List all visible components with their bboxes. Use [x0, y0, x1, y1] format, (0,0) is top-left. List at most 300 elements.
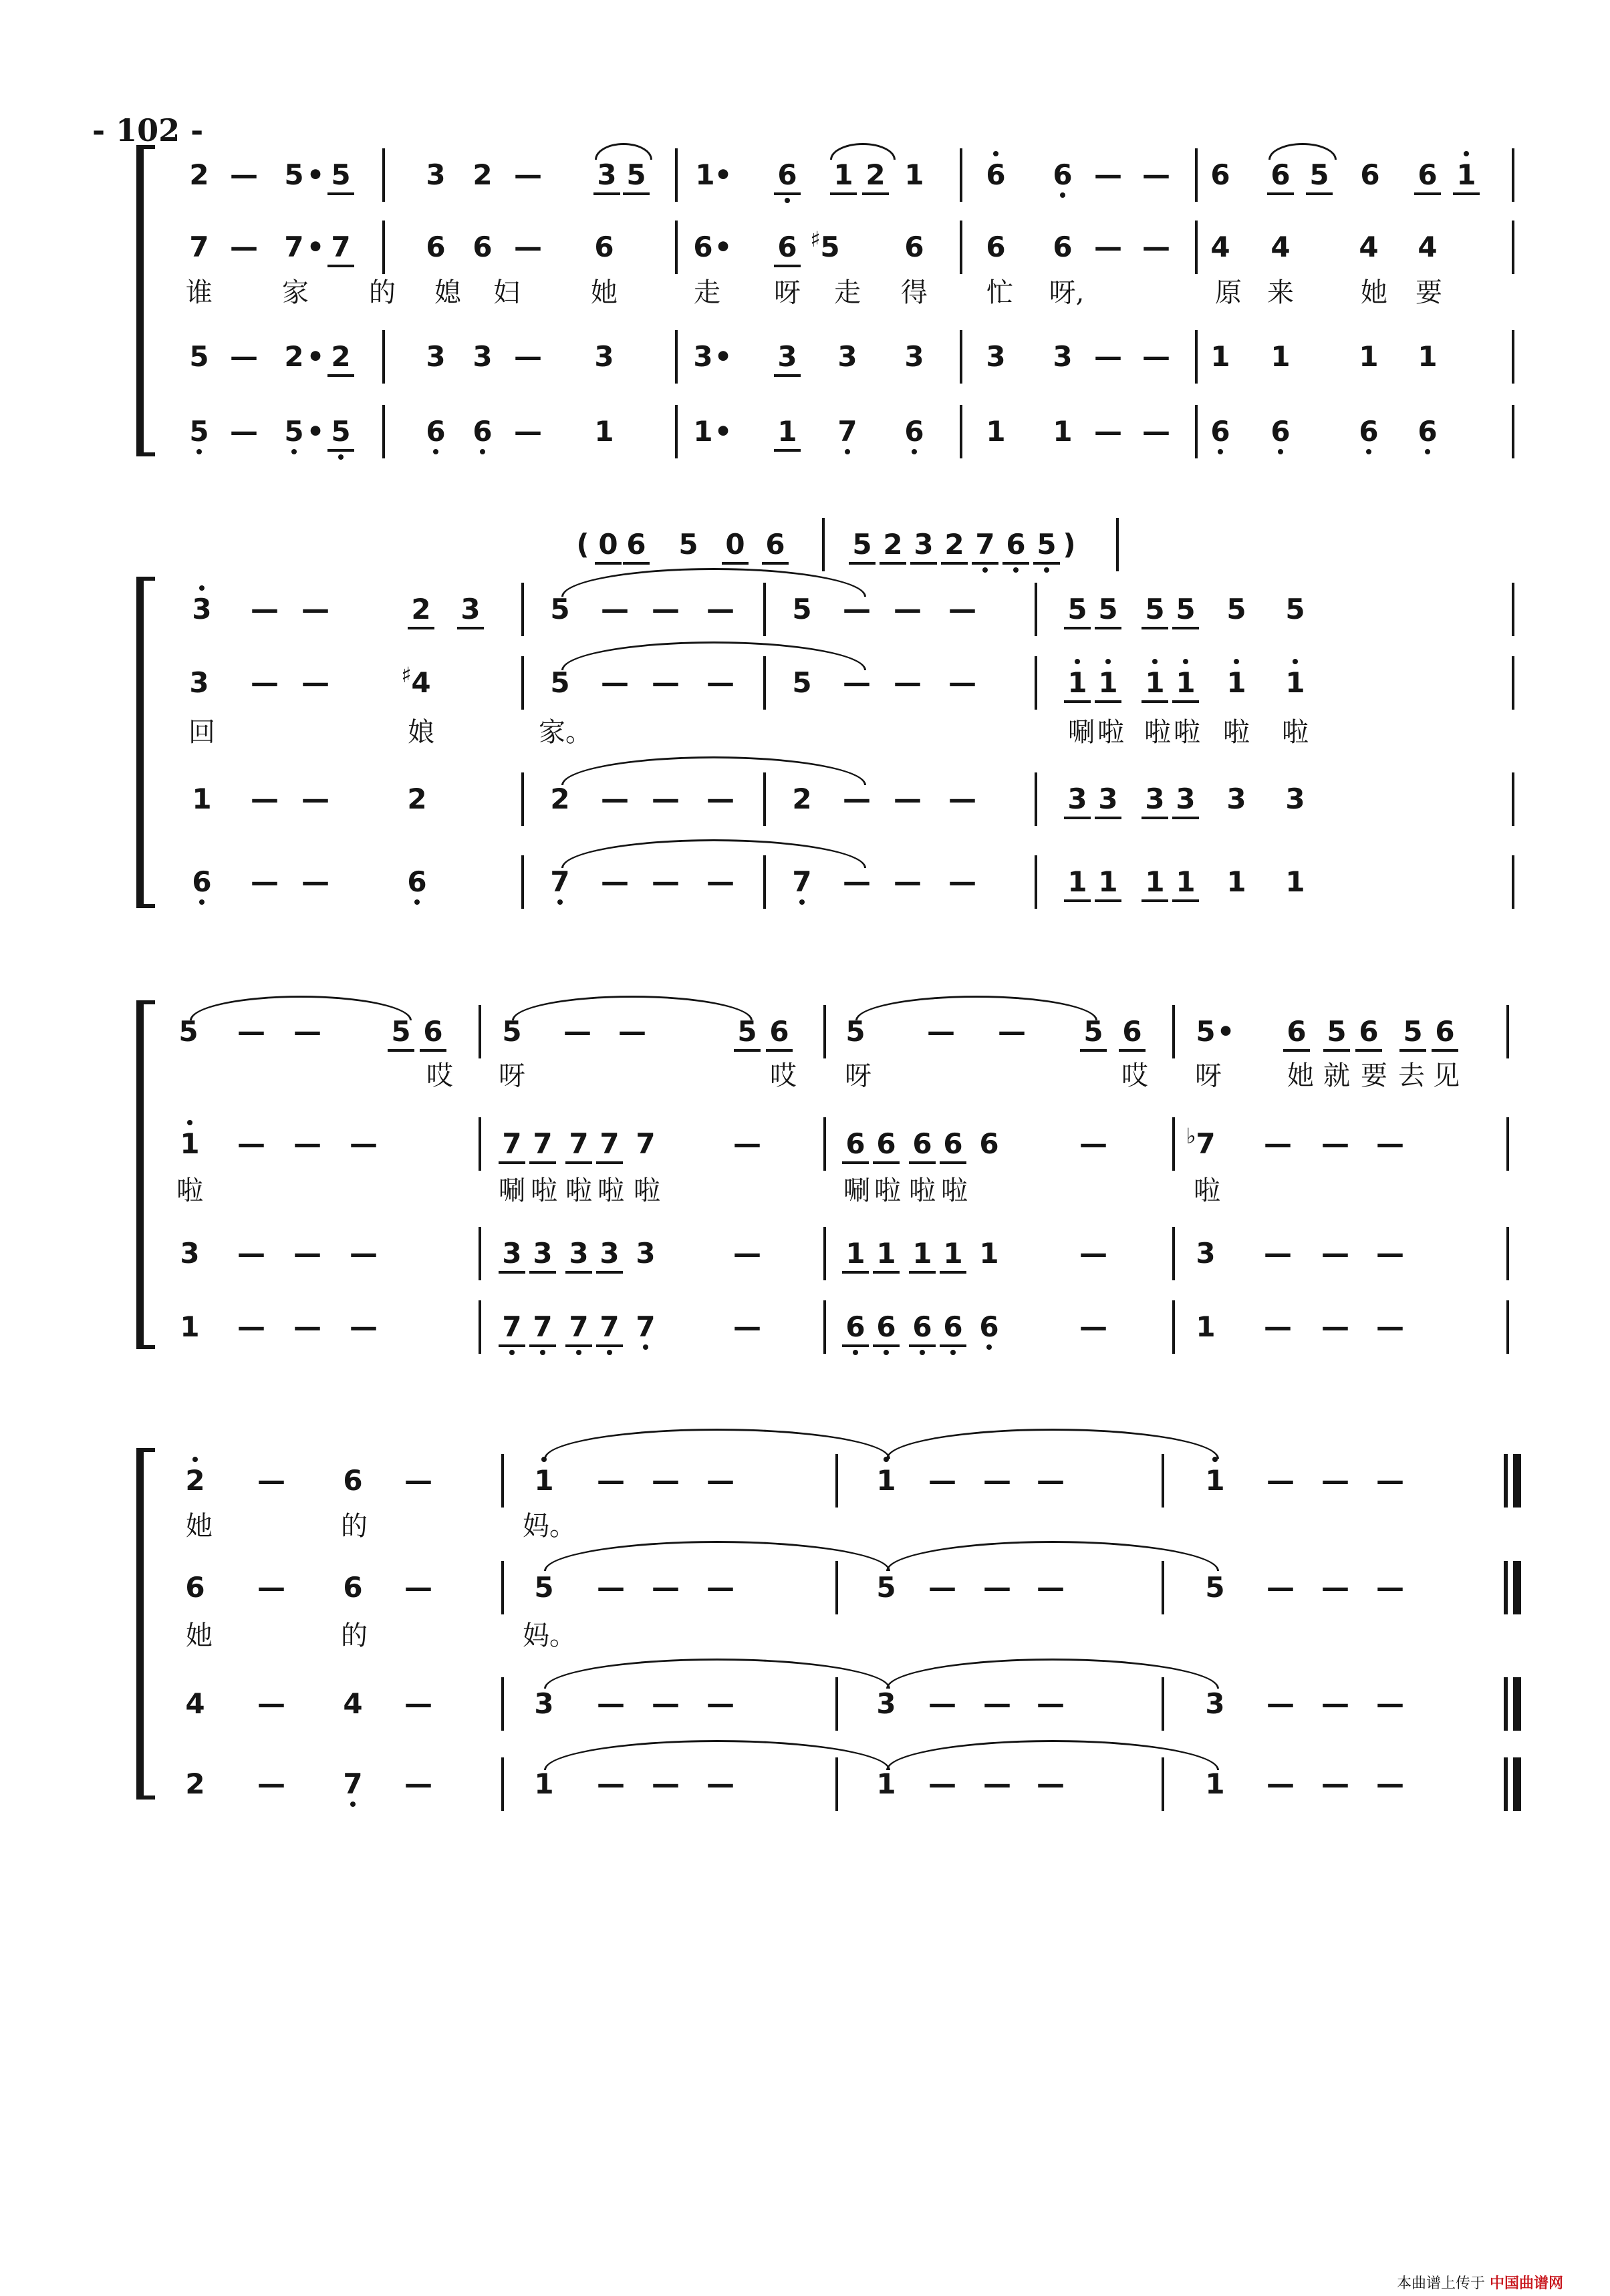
note: 5 — [502, 1015, 522, 1048]
slur — [561, 839, 866, 868]
barline — [1035, 772, 1037, 826]
note: 3 — [180, 1237, 200, 1270]
note: 1 — [1098, 666, 1118, 699]
note: 5 — [178, 1015, 198, 1048]
underline-beam — [1267, 192, 1294, 195]
note: 5 — [737, 1015, 757, 1048]
lyric-syllable: 呀 — [499, 1060, 525, 1091]
barline — [1512, 330, 1514, 384]
note: 3 — [904, 340, 924, 373]
underline-beam — [1432, 1049, 1458, 1052]
lyric-syllable: 啦 — [1223, 717, 1250, 748]
underline-beam — [1172, 899, 1199, 902]
barline — [823, 1227, 826, 1280]
underline-beam — [1355, 1049, 1382, 1052]
sustain-dash: — — [998, 1015, 1026, 1048]
underline-beam — [830, 192, 857, 195]
high-octave-dot — [199, 585, 205, 591]
note: 1 — [845, 1237, 865, 1270]
note: 3 — [426, 340, 446, 373]
note: 3 — [837, 340, 857, 373]
augmentation-dot: • — [306, 415, 325, 448]
note: 5 — [1327, 1015, 1347, 1048]
underline-beam — [596, 1161, 623, 1164]
lyric-syllable: 啦 — [1174, 717, 1200, 748]
barline — [675, 221, 678, 274]
sustain-dash: — — [618, 1015, 646, 1048]
note: 6 — [693, 231, 713, 263]
sustain-dash: — — [1094, 231, 1122, 263]
underline-beam — [722, 562, 749, 565]
barline — [1512, 855, 1514, 909]
low-octave-dot — [433, 449, 438, 454]
sustain-dash: — — [301, 593, 329, 625]
underline-beam — [940, 1271, 966, 1274]
low-octave-dot — [509, 1350, 515, 1355]
note: 6 — [904, 415, 924, 448]
barline — [501, 1677, 504, 1731]
note: 5 — [792, 593, 812, 625]
note: 5 — [550, 666, 570, 699]
sustain-dash: — — [843, 666, 871, 699]
note: 5 — [792, 666, 812, 699]
sustain-dash: — — [894, 782, 922, 815]
augmentation-dot: • — [306, 231, 325, 263]
underline-beam — [1119, 1049, 1146, 1052]
slur — [544, 1429, 890, 1459]
augmentation-dot: • — [1216, 1015, 1235, 1048]
sustain-dash: — — [1266, 1687, 1295, 1720]
note: 5 — [189, 415, 209, 448]
barline — [1035, 656, 1037, 710]
sustain-dash: — — [652, 593, 680, 625]
sustain-dash: — — [1376, 1687, 1404, 1720]
barline — [960, 330, 962, 384]
barline — [1506, 1005, 1509, 1058]
note: 1 — [180, 1127, 200, 1160]
note: 3 — [986, 340, 1006, 373]
note: 0 — [725, 528, 745, 561]
barline — [1172, 1005, 1175, 1058]
note: 6 — [343, 1464, 363, 1497]
sustain-dash: — — [1264, 1310, 1292, 1343]
high-octave-dot — [192, 1457, 198, 1462]
note: 6 — [1359, 415, 1379, 448]
site-name: 中国曲谱网 — [1490, 2275, 1564, 2292]
note: 1 — [693, 415, 713, 448]
sustain-dash: — — [652, 1767, 680, 1800]
note: 6 — [407, 865, 427, 898]
low-octave-dot — [884, 1350, 889, 1355]
lyric-syllable: 媳 — [434, 277, 461, 308]
high-octave-dot — [1234, 659, 1239, 664]
sustain-dash: — — [706, 1571, 734, 1604]
note: 6 — [423, 1015, 443, 1048]
sustain-dash: — — [1266, 1767, 1295, 1800]
barline — [1172, 1300, 1175, 1354]
note: 5 — [1309, 158, 1329, 191]
low-octave-dot — [950, 1350, 956, 1355]
sustain-dash: — — [237, 1127, 265, 1160]
low-octave-dot — [785, 198, 790, 203]
note: 5 — [189, 340, 209, 373]
note: 1 — [534, 1464, 554, 1497]
underline-beam — [595, 562, 622, 565]
sustain-dash: — — [706, 865, 734, 898]
low-octave-dot — [982, 567, 988, 573]
note: 5 — [1145, 593, 1165, 625]
note: 1 — [1226, 865, 1246, 898]
note: 1 — [1176, 865, 1196, 898]
note: 1 — [1418, 340, 1438, 373]
sustain-dash: — — [350, 1127, 378, 1160]
note: 1 — [1226, 666, 1246, 699]
lyric-syllable: 啦 — [1282, 717, 1309, 748]
underline-beam — [1095, 700, 1121, 703]
low-octave-dot — [1425, 449, 1430, 454]
sustain-dash: — — [1376, 1237, 1404, 1270]
barline — [675, 148, 678, 202]
note: 1 — [1210, 340, 1230, 373]
sustain-dash: — — [230, 231, 258, 263]
note: 5 — [1083, 1015, 1103, 1048]
sustain-dash: — — [1321, 1687, 1349, 1720]
note: 2 — [473, 158, 493, 191]
lyric-syllable: 她 — [1361, 277, 1387, 308]
slur — [886, 1429, 1219, 1459]
sustain-dash: — — [1321, 1571, 1349, 1604]
sustain-dash: — — [1079, 1237, 1107, 1270]
lyric-syllable: 见 — [1433, 1060, 1460, 1091]
low-octave-dot — [853, 1350, 858, 1355]
note: 5 — [1285, 593, 1305, 625]
barline — [823, 1117, 826, 1171]
sustain-dash: — — [251, 782, 279, 815]
sustain-dash: — — [706, 1687, 734, 1720]
system-bracket — [136, 1002, 144, 1347]
slur — [544, 1740, 890, 1770]
underline-beam — [1095, 899, 1121, 902]
underline-beam — [529, 1161, 556, 1164]
sustain-dash: — — [1079, 1310, 1107, 1343]
underline-beam — [1283, 1049, 1310, 1052]
sustain-dash: — — [894, 865, 922, 898]
underline-beam — [910, 562, 937, 565]
sustain-dash: — — [1376, 1571, 1404, 1604]
lyric-syllable: 啦 — [1097, 717, 1124, 748]
note: 7 — [343, 1767, 363, 1800]
lyric-syllable: 要 — [1361, 1060, 1387, 1091]
underline-beam — [774, 449, 801, 452]
note: 6 — [986, 231, 1006, 263]
augmentation-dot: • — [714, 415, 732, 448]
sustain-dash: — — [928, 1571, 956, 1604]
sustain-dash: — — [597, 1571, 625, 1604]
note: 6 — [912, 1127, 932, 1160]
underline-beam — [388, 1049, 414, 1052]
sustain-dash: — — [257, 1687, 285, 1720]
barline — [960, 148, 962, 202]
note: 5 — [626, 158, 646, 191]
note: 1 — [1270, 340, 1291, 373]
lyric-syllable: 娘 — [408, 717, 434, 748]
sustain-dash: — — [928, 1687, 956, 1720]
sustain-dash: — — [251, 666, 279, 699]
barline — [1195, 330, 1198, 384]
note: 1 — [904, 158, 924, 191]
underline-beam — [565, 1344, 592, 1347]
low-octave-dot — [607, 1350, 612, 1355]
sustain-dash: — — [652, 1687, 680, 1720]
note: 1 — [912, 1237, 932, 1270]
sustain-dash: — — [1094, 158, 1122, 191]
underline-beam — [327, 374, 354, 377]
sustain-dash: — — [1321, 1310, 1349, 1343]
barline — [479, 1005, 481, 1058]
sustain-dash: — — [948, 865, 976, 898]
note: 3 — [1285, 782, 1305, 815]
note: 2 — [185, 1767, 205, 1800]
note: 2 — [284, 340, 304, 373]
underline-beam — [408, 627, 434, 629]
note: 5 — [820, 231, 840, 263]
underline-beam — [1172, 700, 1199, 703]
slur — [886, 1541, 1219, 1571]
note: 6 — [473, 231, 493, 263]
high-octave-dot — [1464, 151, 1469, 156]
sustain-dash: — — [404, 1687, 432, 1720]
augmentation-dot: • — [306, 158, 325, 191]
system-bracket — [136, 1450, 144, 1798]
sustain-dash: — — [404, 1571, 432, 1604]
sustain-dash: — — [1037, 1687, 1065, 1720]
note: 3 — [594, 340, 614, 373]
lyric-syllable: 去 — [1398, 1060, 1425, 1091]
underline-beam — [529, 1271, 556, 1274]
note: 1 — [1205, 1767, 1225, 1800]
note: 2 — [792, 782, 812, 815]
barline — [1195, 405, 1198, 458]
lyric-syllable: 哎 — [1121, 1060, 1148, 1091]
note: 7 — [599, 1310, 620, 1343]
high-octave-dot — [1075, 659, 1080, 664]
sustain-dash: — — [1321, 1127, 1349, 1160]
note: 7 — [533, 1310, 553, 1343]
low-octave-dot — [845, 449, 850, 454]
underline-beam — [842, 1161, 869, 1164]
low-octave-dot — [643, 1344, 648, 1350]
lyric-syllable: 啦 — [634, 1175, 660, 1206]
underline-beam — [909, 1271, 936, 1274]
lyric-syllable: 啦 — [531, 1175, 557, 1206]
note: 3 — [1067, 782, 1087, 815]
note: 6 — [1006, 528, 1026, 561]
underline-beam — [1064, 899, 1091, 902]
underline-beam — [499, 1344, 525, 1347]
note: 4 — [343, 1687, 363, 1720]
note: 6 — [1360, 158, 1380, 191]
sustain-dash: — — [563, 1015, 591, 1048]
note: 7 — [331, 231, 351, 263]
note: 3 — [777, 340, 797, 373]
sustain-dash: — — [601, 666, 629, 699]
note: 5 — [1196, 1015, 1216, 1048]
note: 7 — [502, 1310, 522, 1343]
note: 6 — [943, 1127, 963, 1160]
sustain-dash: — — [652, 865, 680, 898]
sustain-dash: — — [1266, 1571, 1295, 1604]
barline — [382, 148, 385, 202]
sustain-dash: — — [927, 1015, 955, 1048]
lyric-syllable: 呀 — [774, 277, 801, 308]
barline — [1195, 148, 1198, 202]
note: 1 — [1285, 666, 1305, 699]
sustain-dash: — — [928, 1767, 956, 1800]
note: 2 — [185, 1464, 205, 1497]
note: 3 — [599, 1237, 620, 1270]
low-octave-dot — [480, 449, 485, 454]
note: 1 — [986, 415, 1006, 448]
sustain-dash: — — [514, 158, 542, 191]
underline-beam — [1064, 627, 1091, 629]
note: 7 — [533, 1127, 553, 1160]
note: 3 — [473, 340, 493, 373]
sustain-dash: — — [894, 666, 922, 699]
underline-beam — [972, 562, 998, 565]
sustain-dash: — — [293, 1127, 321, 1160]
note: 3 — [502, 1237, 522, 1270]
sustain-dash: — — [1376, 1310, 1404, 1343]
sustain-dash: — — [983, 1571, 1011, 1604]
note: 5 — [284, 158, 304, 191]
underline-beam — [762, 562, 789, 565]
sustain-dash: — — [404, 1464, 432, 1497]
underline-beam — [909, 1344, 936, 1347]
lyric-syllable: 忙 — [986, 277, 1013, 308]
underline-beam — [1002, 562, 1029, 565]
note: 6 — [943, 1310, 963, 1343]
underline-beam — [596, 1271, 623, 1274]
sustain-dash: — — [894, 593, 922, 625]
barline — [823, 1005, 826, 1058]
barline — [1162, 1454, 1164, 1508]
underline-beam — [593, 192, 620, 195]
lyric-syllable: 唰 — [499, 1175, 525, 1206]
sustain-dash: — — [237, 1237, 265, 1270]
underline-beam — [766, 1049, 793, 1052]
underline-beam — [1033, 562, 1060, 565]
lyric-syllable: 来 — [1267, 277, 1294, 308]
note: 3 — [1098, 782, 1118, 815]
sustain-dash: — — [1321, 1464, 1349, 1497]
note: 6 — [1053, 158, 1073, 191]
barline — [521, 656, 524, 710]
lyric-syllable: 妈。 — [523, 1511, 576, 1542]
underline-beam — [457, 627, 484, 629]
lyric-syllable: 啦 — [565, 1175, 592, 1206]
underline-beam — [499, 1161, 525, 1164]
lyric-syllable: 唰 — [843, 1175, 870, 1206]
note: 6 — [1270, 158, 1291, 191]
underline-beam — [941, 562, 968, 565]
sustain-dash: — — [601, 865, 629, 898]
note: 7 — [1196, 1127, 1216, 1160]
sustain-dash: — — [706, 593, 734, 625]
lyric-syllable: 呀, — [1049, 277, 1085, 308]
sustain-dash: — — [1142, 340, 1170, 373]
note: 7 — [636, 1127, 656, 1160]
lyric-syllable: 她 — [1287, 1060, 1314, 1091]
low-octave-dot — [576, 1350, 581, 1355]
note: 7 — [837, 415, 857, 448]
barline — [1172, 1117, 1175, 1171]
sustain-dash: — — [350, 1310, 378, 1343]
underline-beam — [1095, 817, 1121, 819]
note: 6 — [979, 1127, 999, 1160]
system-bracket — [136, 579, 144, 906]
note: 1 — [192, 782, 212, 815]
underline-beam — [1306, 192, 1333, 195]
lyric-syllable: 得 — [901, 277, 928, 308]
barline — [501, 1454, 504, 1508]
slur — [886, 1659, 1219, 1689]
note: 5 — [1205, 1571, 1225, 1604]
low-octave-dot — [291, 449, 297, 454]
lyric-syllable: 啦 — [941, 1175, 968, 1206]
note: 4 — [411, 666, 431, 699]
sustain-dash: — — [514, 340, 542, 373]
slur — [512, 996, 753, 1020]
barline — [479, 1227, 481, 1280]
note: 4 — [1359, 231, 1379, 263]
note: 2 — [944, 528, 964, 561]
slur — [595, 143, 652, 160]
sharp-sign: ♯ — [401, 662, 412, 688]
sustain-dash: — — [404, 1767, 432, 1800]
sustain-dash: — — [706, 782, 734, 815]
page-number: - 102 - — [92, 112, 204, 148]
underline-beam — [873, 1271, 900, 1274]
low-octave-dot — [1366, 449, 1371, 454]
low-octave-dot — [912, 449, 917, 454]
underline-beam — [842, 1344, 869, 1347]
low-octave-dot — [986, 1344, 992, 1350]
lyric-syllable: 啦 — [1194, 1175, 1220, 1206]
note: 1 — [1067, 666, 1087, 699]
high-octave-dot — [1152, 659, 1158, 664]
sustain-dash: — — [301, 782, 329, 815]
lyric-syllable: 家。 — [539, 717, 592, 748]
sustain-dash: — — [706, 666, 734, 699]
note: 7 — [569, 1310, 589, 1343]
footer-credit — [1397, 2272, 1563, 2293]
augmentation-dot: • — [714, 158, 732, 191]
note: 5 — [876, 1571, 896, 1604]
high-octave-dot — [1105, 659, 1111, 664]
note: 6 — [192, 865, 212, 898]
note: 7 — [550, 865, 570, 898]
augmentation-dot: • — [306, 340, 325, 373]
note: 1 — [1285, 865, 1305, 898]
barline — [823, 1300, 826, 1354]
lyric-syllable: 家 — [282, 277, 309, 308]
sustain-dash: — — [293, 1015, 321, 1048]
note: 4 — [185, 1687, 205, 1720]
barline — [1512, 405, 1514, 458]
underline-beam — [1172, 817, 1199, 819]
sustain-dash: — — [652, 1464, 680, 1497]
lyric-syllable: 呀 — [1195, 1060, 1222, 1091]
